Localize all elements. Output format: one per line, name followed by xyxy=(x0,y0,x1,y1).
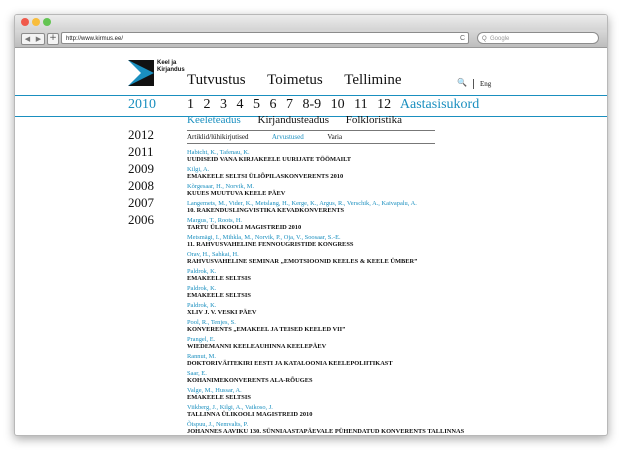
year-2009[interactable]: 2009 xyxy=(128,161,154,176)
subcategory-tabs xyxy=(187,130,435,144)
article-title[interactable]: 10. RAKENDUSLINGVISTIKA KEVADKONVERENTS xyxy=(187,207,345,214)
article-author[interactable]: Paldrok, K. xyxy=(187,302,217,309)
page-content xyxy=(15,48,607,435)
nav-item-tellimine[interactable]: Tellimine xyxy=(344,72,402,88)
article-author[interactable]: Paldrok, K. xyxy=(187,285,217,292)
issue-4[interactable]: 4 xyxy=(236,97,244,112)
subtab-varia[interactable]: Varia xyxy=(327,133,343,141)
logo-line-2: Kirjandus xyxy=(157,67,185,73)
list-item xyxy=(187,234,587,248)
article-author[interactable]: Prangel, E. xyxy=(187,336,216,343)
issue-8-9[interactable]: 8-9 xyxy=(302,97,322,112)
subtab-arvustused[interactable]: Arvustused xyxy=(271,133,304,141)
article-title[interactable]: RAHVUSVAHELINE SEMINAR „EMOTSIOONID KEELES & KEELE ÜMBER” xyxy=(187,258,418,265)
year-2012[interactable]: 2012 xyxy=(128,127,154,142)
search-icon: Q xyxy=(482,36,487,42)
tab-keeleteadus[interactable]: Keeleteadus xyxy=(187,114,241,126)
year-2011[interactable]: 2011 xyxy=(128,144,154,159)
article-title[interactable]: KONVERENTS „EMAKEEL JA TEISED KEELED VII” xyxy=(187,326,346,333)
annual-index-link[interactable]: Aastasisukord xyxy=(399,97,480,112)
minimize-window-button[interactable] xyxy=(32,18,40,26)
logo-line-1: Keel ja xyxy=(157,60,177,66)
issue-10[interactable]: 10 xyxy=(330,97,345,112)
nav-item-toimetus[interactable]: Toimetus xyxy=(267,72,323,88)
browser-window xyxy=(14,14,608,436)
article-author[interactable]: Pool, R., Tenjes, S. xyxy=(187,319,236,326)
issue-6[interactable]: 6 xyxy=(269,97,277,112)
article-author[interactable]: Õispuu, J., Nemvalts, P. xyxy=(187,421,249,428)
tab-kirjandusteadus[interactable]: Kirjandusteadus xyxy=(257,114,329,126)
url-text: http://www.kirmus.ee/ xyxy=(66,36,124,42)
article-title[interactable]: UUDISEID VANA KIRJAKEELE UURIJATE TÖÖMAILT xyxy=(187,156,352,163)
list-item xyxy=(187,268,587,282)
logo-text xyxy=(157,60,185,74)
article-author[interactable]: Viikberg, J., Kilgi, A., Vaikoso, J. xyxy=(187,404,273,411)
article-title[interactable]: EMAKEELE SELTSIS xyxy=(187,275,251,282)
year-2007[interactable]: 2007 xyxy=(128,195,154,210)
article-title[interactable]: XLIV J. V. VESKI PÄEV xyxy=(187,309,257,316)
close-window-button[interactable] xyxy=(21,18,29,26)
back-icon[interactable]: ◀ xyxy=(24,35,31,43)
year-2008[interactable]: 2008 xyxy=(128,178,154,193)
issue-3[interactable]: 3 xyxy=(220,97,227,112)
search-placeholder: Google xyxy=(490,36,510,42)
article-author[interactable]: Habicht, K., Tafenau, K. xyxy=(187,149,250,156)
article-title[interactable]: KOHANIMEKONVERENTS ALA-RÕUGES xyxy=(187,377,313,384)
article-author[interactable]: Kilgi, A. xyxy=(187,166,210,173)
language-switch[interactable]: Eng xyxy=(473,79,491,89)
issue-7[interactable]: 7 xyxy=(286,97,293,112)
list-item xyxy=(187,421,587,435)
list-item xyxy=(187,251,587,265)
article-author[interactable]: Metsmägi, I., Mihkla, M., Norvik, P., Oja, V., Soosaar, S.-E. xyxy=(187,234,341,241)
list-item xyxy=(187,319,587,333)
list-item xyxy=(187,370,587,384)
article-title[interactable]: 11. RAHVUSVAHELINE FENNOUGRISTIDE KONGRESS xyxy=(187,241,354,248)
zoom-window-button[interactable] xyxy=(43,18,51,26)
nav-buttons xyxy=(21,33,45,45)
year-2006[interactable]: 2006 xyxy=(128,212,154,227)
article-title[interactable]: EMAKEELE SELTSI ÜLIÕPILASKONVERENTS 2010 xyxy=(187,173,344,180)
list-item xyxy=(187,302,587,316)
nav-item-tutvustus[interactable]: Tutvustus xyxy=(187,72,246,88)
forward-icon[interactable]: ▶ xyxy=(35,35,42,43)
issue-12[interactable]: 12 xyxy=(377,97,392,112)
add-tab-button[interactable]: + xyxy=(47,33,59,45)
article-title[interactable]: TARTU ÜLIKOOLI MAGISTREID 2010 xyxy=(187,224,302,231)
list-item xyxy=(187,285,587,299)
article-author[interactable]: Kõrgesaar, H., Norvik, M. xyxy=(187,183,255,190)
article-author[interactable]: Orav, H., Sahkai, H. xyxy=(187,251,239,258)
issue-5[interactable]: 5 xyxy=(253,97,260,112)
article-title[interactable]: TALLINNA ÜLIKOOLI MAGISTREID 2010 xyxy=(187,411,313,418)
list-item xyxy=(187,200,587,214)
list-item xyxy=(187,387,587,401)
article-title[interactable]: EMAKEELE SELTSIS xyxy=(187,292,251,299)
reload-icon[interactable]: C xyxy=(459,35,465,42)
list-item xyxy=(187,336,587,350)
issue-11[interactable]: 11 xyxy=(354,97,368,112)
article-author[interactable]: Langemets, M., Vider, K., Metslang, H., Kerge, K., Argus, R., Verschik, A., Kaivapalu, A. xyxy=(187,200,417,207)
article-list xyxy=(187,149,587,436)
site-search-icon[interactable]: 🔍 xyxy=(457,78,467,87)
list-item xyxy=(187,166,587,180)
list-item xyxy=(187,404,587,418)
issue-2[interactable]: 2 xyxy=(203,97,211,112)
article-author[interactable]: Valge, M., Hussar, A. xyxy=(187,387,242,394)
address-bar[interactable] xyxy=(61,32,469,44)
issue-1[interactable]: 1 xyxy=(187,97,194,112)
category-tabs xyxy=(187,114,416,126)
list-item xyxy=(187,353,587,367)
subtab-artiklid[interactable]: Artiklid/lühikirjutised xyxy=(187,133,249,141)
browser-search-field[interactable] xyxy=(477,32,599,44)
article-author[interactable]: Margus, T., Roots, H. xyxy=(187,217,243,224)
article-title[interactable]: KUUES MUUTUVA KEELE PÄEV xyxy=(187,190,286,197)
title-bar xyxy=(15,15,607,30)
issue-list xyxy=(187,97,485,113)
tab-folkloristika[interactable]: Folkloristika xyxy=(345,114,402,126)
article-title[interactable]: WIEDEMANNI KEELEAUHINNA KEELEPÄEV xyxy=(187,343,327,350)
current-year[interactable]: 2010 xyxy=(128,97,156,112)
list-item xyxy=(187,183,587,197)
year-list xyxy=(128,126,154,228)
list-item xyxy=(187,149,587,163)
main-nav xyxy=(187,72,420,89)
article-title[interactable]: DOKTORIVÄITEKIRI EESTI JA KATALOONIA KEELEPOLIITIKAST xyxy=(187,360,393,367)
article-title[interactable]: EMAKEELE SELTSIS xyxy=(187,394,251,401)
browser-toolbar xyxy=(15,30,607,48)
article-author[interactable]: Paldrok, K. xyxy=(187,268,217,275)
list-item xyxy=(187,217,587,231)
article-author[interactable]: Rannut, M. xyxy=(187,353,216,360)
article-author[interactable]: Saar, E. xyxy=(187,370,207,377)
article-title[interactable]: JOHANNES AAVIKU 130. SÜNNIAASTAPÄEVALE PÜHENDATUD KONVERENTS TALLINNAS xyxy=(187,428,465,435)
